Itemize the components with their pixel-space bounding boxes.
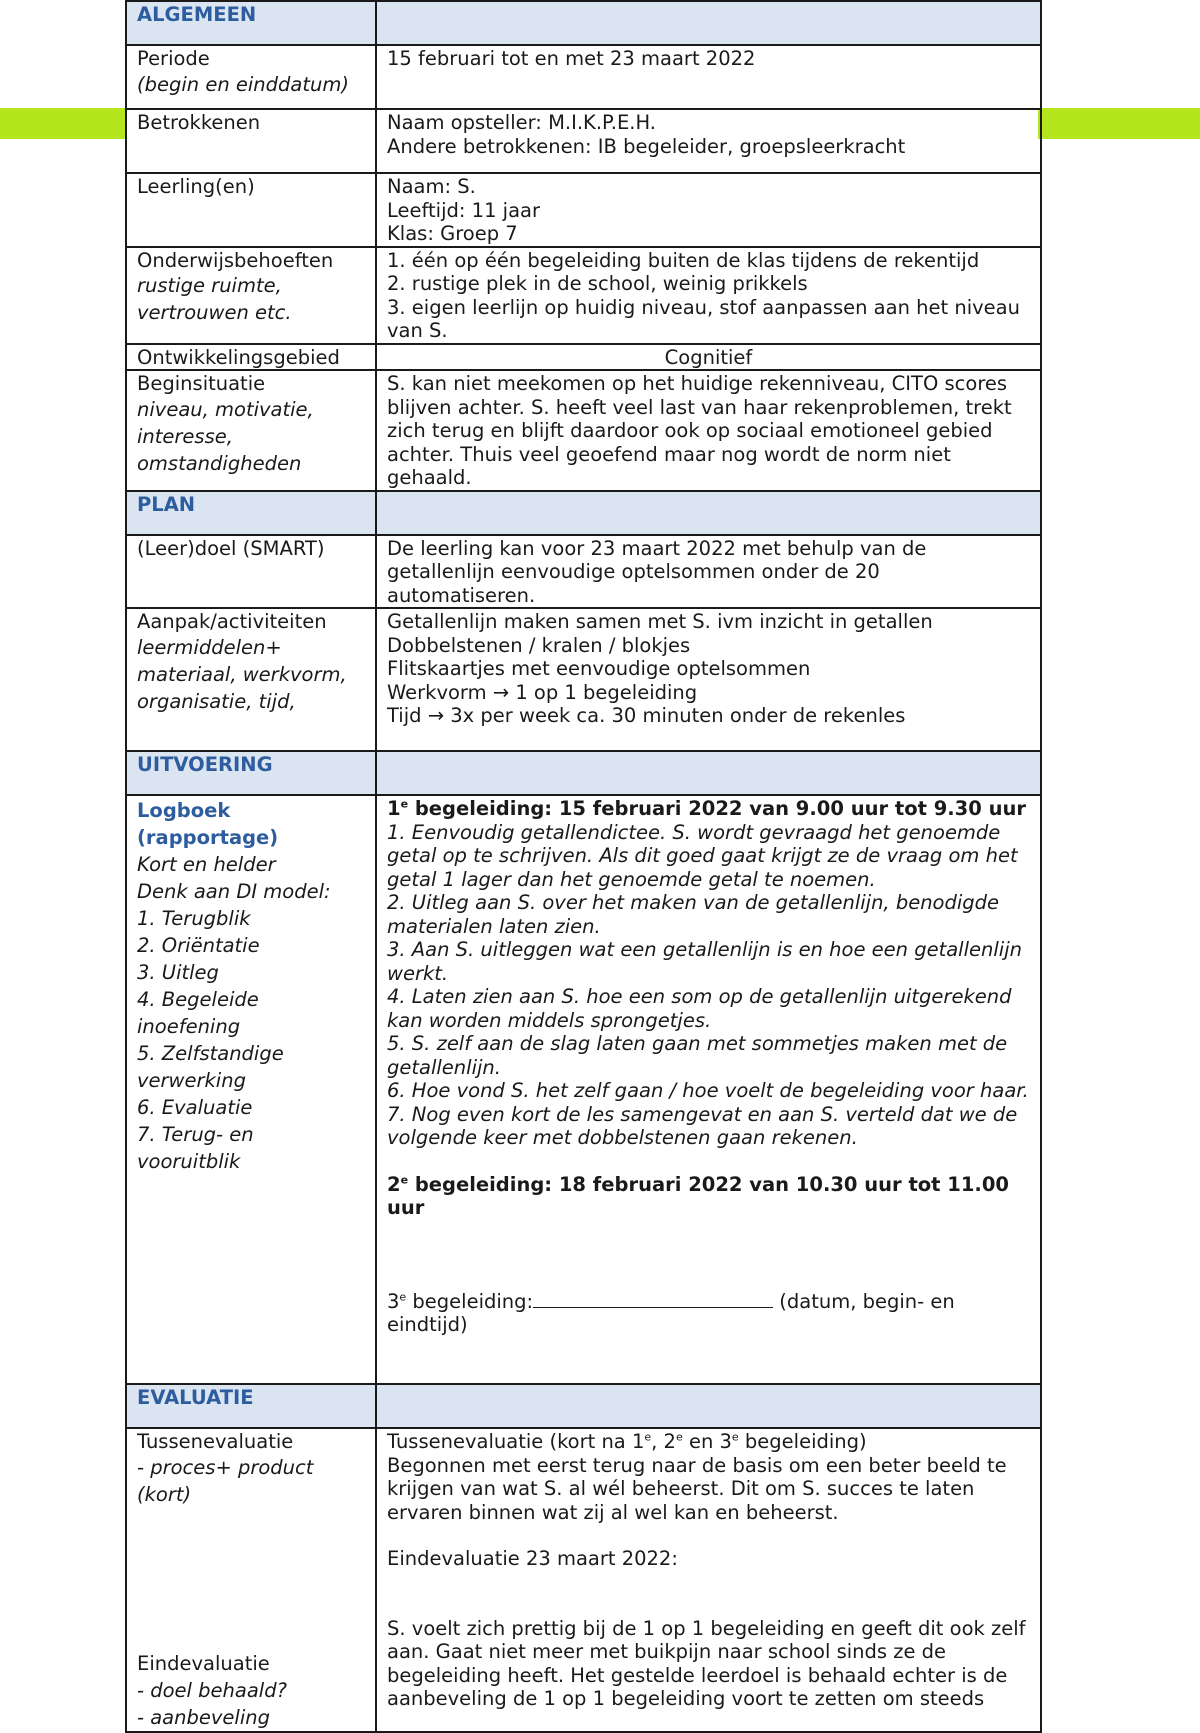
tussenevaluatie-sub-1: - proces+ product xyxy=(137,1455,314,1479)
row-logboek xyxy=(126,795,1041,1384)
beginsituatie-sub-3: omstandigheden xyxy=(137,451,302,475)
ontwikkelingsgebied-value: Cognitief xyxy=(664,345,753,369)
beginsituatie-sub-1: niveau, motivatie, xyxy=(137,397,314,421)
leerling-label: Leerling(en) xyxy=(137,175,255,198)
begeleiding-1-step: 4. Laten zien aan S. hoe een som op de getallenlijn uitgerekend kan worden middels sprongetjes. xyxy=(387,985,1012,1032)
logboek-hint: Kort en helder xyxy=(137,853,276,876)
logboek-hint: 7. Terug- en xyxy=(137,1123,254,1146)
logboek-hint: vooruitblik xyxy=(137,1150,241,1173)
begeleiding-1-step: 6. Hoe vond S. het zelf gaan / hoe voelt de begeleiding voor haar. xyxy=(387,1079,1029,1102)
tussenevaluatie-text: Begonnen met eerst terug naar de basis om een beter beeld te krijgen van wat S. al wél beheerst. Dit om S. succes te laten ervaren binnen wat zij al wel kan en beheerst. xyxy=(387,1453,1007,1524)
ontwikkelingsgebied-label: Ontwikkelingsgebied xyxy=(137,345,340,369)
section-plan xyxy=(126,491,1041,535)
logboek-hint: 6. Evaluatie xyxy=(137,1096,253,1119)
eindevaluatie-sub-2: - aanbeveling xyxy=(137,1705,270,1729)
onderwijsbehoeften-sub-2: vertrouwen etc. xyxy=(137,301,292,324)
begeleiding-1-step: 1. Eenvoudig getallendictee. S. wordt gevraagd het genoemde getal op te schrijven. Als dit goed gaat krijgt ze de vraag om het getal 1 lager dan het genoemde getal te noemen. xyxy=(387,820,1018,891)
row-evaluatie xyxy=(126,1428,1041,1732)
onderwijsbehoefte-item: 3. eigen leerlijn op huidig niveau, stof aanpassen aan het niveau van S. xyxy=(387,295,1020,342)
betrokkenen-label: Betrokkenen xyxy=(137,111,261,134)
begeleiding-1-heading: 1e begeleiding: 15 februari 2022 van 9.00 uur tot 9.30 uur xyxy=(387,797,1026,820)
section-title-uitvoering: UITVOERING xyxy=(137,753,273,776)
onderwijsbehoefte-item: 1. één op één begeleiding buiten de klas tijdens de rekentijd xyxy=(387,248,980,272)
logboek-hint: inoefening xyxy=(137,1015,241,1038)
section-algemeen xyxy=(126,1,1041,45)
aanpak-item: Getallenlijn maken samen met S. ivm inzicht in getallen xyxy=(387,610,933,633)
logboek-subtitle: (rapportage) xyxy=(137,826,279,849)
eindevaluatie-heading: Eindevaluatie 23 maart 2022: xyxy=(387,1547,678,1570)
onderwijsbehoefte-item: 2. rustige plek in de school, weinig prikkels xyxy=(387,272,808,295)
section-title-evaluatie: EVALUATIE xyxy=(137,1386,254,1409)
betrokkenen-opsteller: Naam opsteller: M.I.K.P.E.H. xyxy=(387,111,656,134)
logboek-title: Logboek xyxy=(137,799,231,822)
onderwijsbehoeften-label: Onderwijsbehoeften xyxy=(137,248,334,272)
logboek-hint: Denk aan DI model: xyxy=(137,880,331,903)
leerling-naam: Naam: S. xyxy=(387,175,476,198)
row-onderwijsbehoeften xyxy=(126,247,1041,344)
begeleiding-2-heading: 2e begeleiding: 18 februari 2022 van 10.30 uur tot 11.00 uur xyxy=(387,1172,1009,1219)
beginsituatie-sub-2: interesse, xyxy=(137,424,233,448)
periode-label: Periode xyxy=(137,47,210,70)
eindevaluatie-label: Eindevaluatie xyxy=(137,1651,270,1675)
aanpak-sub-3: organisatie, tijd, xyxy=(137,689,296,713)
begeleiding-1-step: 7. Nog even kort de les samengevat en aan S. verteld dat we de volgende keer met dobbelstenen gaan rekenen. xyxy=(387,1102,1018,1149)
begeleiding-1-step: 2. Uitleg aan S. over het maken van de getallenlijn, benodigde materialen laten zien. xyxy=(387,891,1000,938)
betrokkenen-andere: Andere betrokkenen: IB begeleider, groepsleerkracht xyxy=(387,134,906,158)
logboek-hint: verwerking xyxy=(137,1069,246,1092)
section-evaluatie xyxy=(126,1384,1041,1428)
periode-value: 15 februari tot en met 23 maart 2022 xyxy=(387,47,756,70)
begeleiding-1-step: 5. S. zelf aan de slag laten gaan met sommetjes maken met de getallenlijn. xyxy=(387,1032,1008,1079)
aanpak-sub-1: leermiddelen+ xyxy=(137,635,282,659)
beginsituatie-value: S. kan niet meekomen op het huidige rekenniveau, CITO scores blijven achter. S. heeft veel last van haar rekenproblemen, trekt zich terug en blijft daardoor ook op sociaal emotioneel gebied achter. Thuis veel geoefend maar nog wordt de norm niet gehaald. xyxy=(387,372,1012,489)
onderwijsbehoeften-sub-1: rustige ruimte, xyxy=(137,274,282,297)
leerling-klas: Klas: Groep 7 xyxy=(387,222,518,245)
tussenevaluatie-heading: Tussenevaluatie (kort na 1e, 2e en 3e begeleiding) xyxy=(387,1430,867,1453)
handelingsplan-table xyxy=(125,0,1042,1733)
aanpak-item: Dobbelstenen / kralen / blokjes xyxy=(387,633,691,657)
datum-blank-field xyxy=(533,1291,773,1308)
green-accent-bar-left xyxy=(0,108,126,139)
green-accent-bar-right xyxy=(1038,108,1200,139)
row-ontwikkelingsgebied xyxy=(126,344,1041,371)
logboek-hint: 5. Zelfstandige xyxy=(137,1042,284,1065)
row-leerling xyxy=(126,173,1041,247)
begeleiding-1-step: 3. Aan S. uitleggen wat een getallenlijn is en hoe een getallenlijn werkt. xyxy=(387,938,1022,985)
logboek-hint: 1. Terugblik xyxy=(137,907,251,930)
aanpak-item: Flitskaartjes met eenvoudige optelsommen xyxy=(387,657,811,680)
aanpak-item: Werkvorm → 1 op 1 begeleiding xyxy=(387,680,698,704)
begeleiding-3-entry: 3e begeleiding: (datum, begin- en eindtijd) xyxy=(387,1289,955,1336)
section-uitvoering xyxy=(126,751,1041,795)
beginsituatie-label: Beginsituatie xyxy=(137,372,266,395)
row-leerdoel xyxy=(126,535,1041,609)
row-aanpak xyxy=(126,608,1041,751)
periode-sub: (begin en einddatum) xyxy=(137,72,349,96)
leerling-leeftijd: Leeftijd: 11 jaar xyxy=(387,198,541,222)
logboek-hint: 2. Oriëntatie xyxy=(137,934,260,957)
aanpak-sub-2: materiaal, werkvorm, xyxy=(137,662,347,686)
row-beginsituatie xyxy=(126,370,1041,491)
logboek-hint: 3. Uitleg xyxy=(137,961,219,984)
eindevaluatie-text: S. voelt zich prettig bij de 1 op 1 begeleiding en geeft dit ook zelf aan. Gaat niet meer met buikpijn naar school sinds ze de begeleiding heeft. Het gestelde leerdoel is behaald echter is de aanbeveling de 1 op 1 begeleiding voort te zetten om steeds xyxy=(387,1616,1026,1710)
section-title-algemeen: ALGEMEEN xyxy=(137,3,257,26)
aanpak-item: Tijd → 3x per week ca. 30 minuten onder de rekenles xyxy=(387,704,906,727)
leerdoel-value: De leerling kan voor 23 maart 2022 met behulp van de getallenlijn eenvoudige optelsommen onder de 20 automatiseren. xyxy=(387,536,927,607)
tussenevaluatie-label: Tussenevaluatie xyxy=(137,1430,294,1453)
tussenevaluatie-sub-2: (kort) xyxy=(137,1482,192,1506)
row-betrokkenen xyxy=(126,109,1041,173)
row-periode xyxy=(126,45,1041,109)
logboek-hint: 4. Begeleide xyxy=(137,988,259,1011)
eindevaluatie-sub-1: - doel behaald? xyxy=(137,1678,287,1702)
section-title-plan: PLAN xyxy=(137,492,196,516)
aanpak-label: Aanpak/activiteiten xyxy=(137,610,327,633)
leerdoel-label: (Leer)doel (SMART) xyxy=(137,536,325,560)
